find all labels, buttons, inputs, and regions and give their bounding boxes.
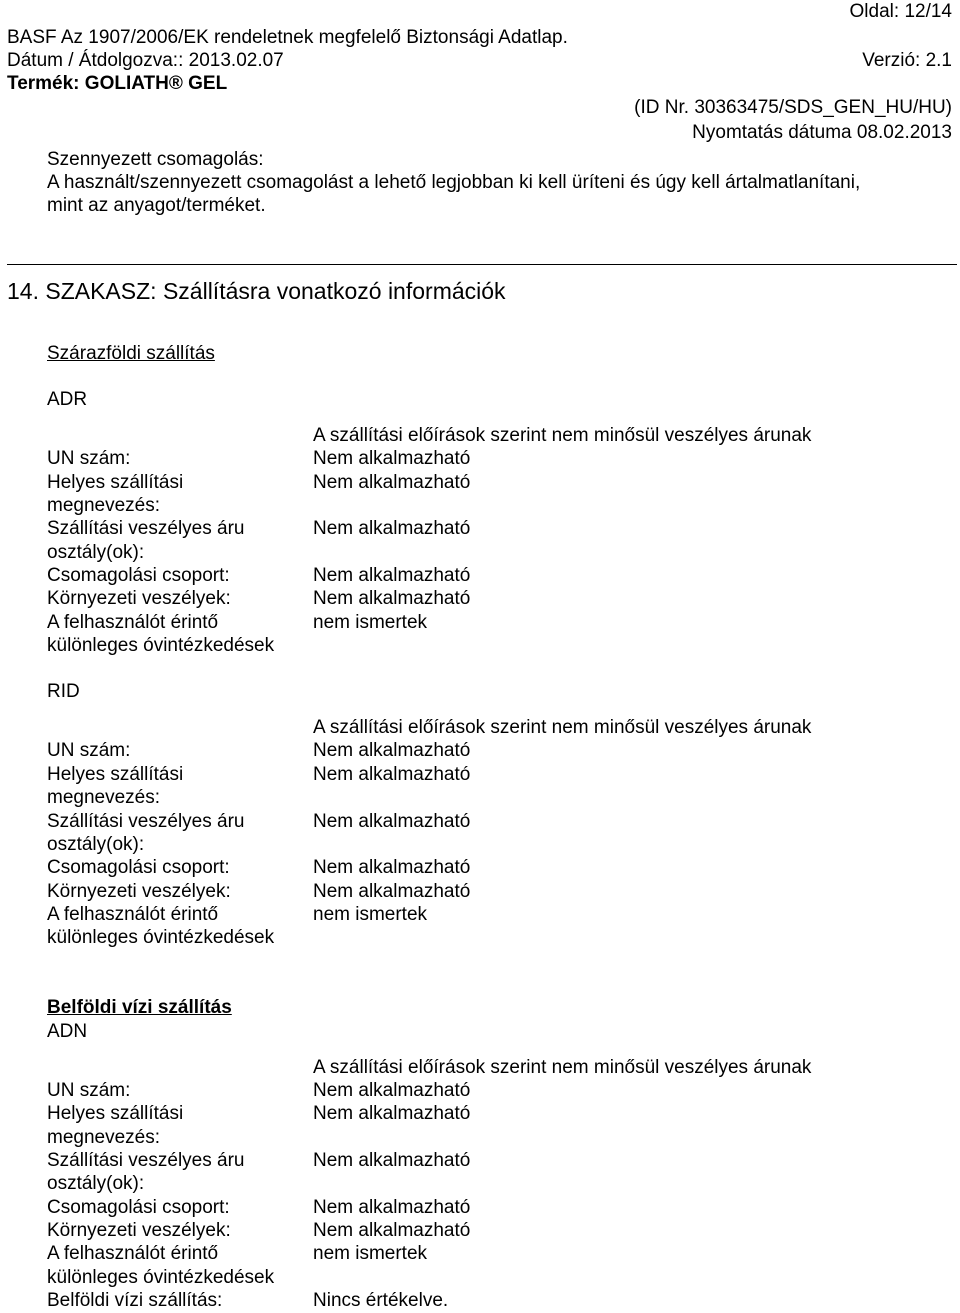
shipping-name-label-cont: megnevezés: [47,787,161,808]
hazard-class-label: Szállítási veszélyes áru [47,1150,245,1171]
un-value: Nem alkalmazható [313,740,471,761]
version: Verzió: 2.1 [862,50,952,71]
hazard-class-label-cont: osztály(ok): [47,1173,145,1194]
block-intro: A szállítási előírások szerint nem minősül veszélyes árunak [313,425,812,446]
inland-waterway-label: Belföldi vízi szállítás: [47,1290,223,1311]
hazard-class-label-cont: osztály(ok): [47,542,145,563]
document-id: (ID Nr. 30363475/SDS_GEN_HU/HU) [634,97,952,118]
un-label: UN szám: [47,448,131,469]
special-precautions-value: nem ismertek [313,1243,428,1264]
un-label: UN szám: [47,740,131,761]
packing-group-label: Csomagolási csoport: [47,857,230,878]
shipping-name-value: Nem alkalmazható [313,764,471,785]
shipping-name-label: Helyes szállítási [47,764,184,785]
page-number: Oldal: 12/14 [849,1,952,22]
hazard-class-label-cont: osztály(ok): [47,834,145,855]
hazard-class-value: Nem alkalmazható [313,518,471,539]
inland-waterway-value: Nincs értékelve. [313,1290,449,1311]
land-transport-title: Szárazföldi szállítás [47,343,215,364]
shipping-name-value: Nem alkalmazható [313,472,471,493]
contaminated-line1: A használt/szennyezett csomagolást a lehető legjobban ki kell üríteni és úgy kell ártalmatlanítani, [47,172,861,193]
block-name: RID [47,681,80,702]
packing-group-label: Csomagolási csoport: [47,1197,230,1218]
revision-date: Dátum / Átdolgozva:: 2013.02.07 [7,50,284,71]
env-hazards-value: Nem alkalmazható [313,588,471,609]
special-precautions-label: A felhasználót érintő [47,1243,219,1264]
hazard-class-label: Szállítási veszélyes áru [47,518,245,539]
packing-group-value: Nem alkalmazható [313,565,471,586]
inland-transport-title: Belföldi vízi szállítás [47,997,232,1018]
section-divider [7,264,957,265]
special-precautions-label-cont: különleges óvintézkedések [47,927,275,948]
special-precautions-value: nem ismertek [313,904,428,925]
block-intro: A szállítási előírások szerint nem minősül veszélyes árunak [313,717,812,738]
packing-group-value: Nem alkalmazható [313,1197,471,1218]
print-date: Nyomtatás dátuma 08.02.2013 [692,122,952,143]
env-hazards-value: Nem alkalmazható [313,1220,471,1241]
contaminated-line2: mint az anyagot/terméket. [47,195,266,216]
contaminated-title: Szennyezett csomagolás: [47,149,264,170]
env-hazards-label: Környezeti veszélyek: [47,881,231,902]
packing-group-value: Nem alkalmazható [313,857,471,878]
shipping-name-label-cont: megnevezés: [47,1127,161,1148]
section-title: 14. SZAKASZ: Szállításra vonatkozó információk [7,278,506,304]
product-name: Termék: GOLIATH® GEL [7,73,228,94]
shipping-name-value: Nem alkalmazható [313,1103,471,1124]
un-value: Nem alkalmazható [313,448,471,469]
shipping-name-label: Helyes szállítási [47,1103,184,1124]
env-hazards-value: Nem alkalmazható [313,881,471,902]
special-precautions-label-cont: különleges óvintézkedések [47,635,275,656]
regulation-line: BASF Az 1907/2006/EK rendeletnek megfelelő Biztonsági Adatlap. [7,27,568,48]
env-hazards-label: Környezeti veszélyek: [47,588,231,609]
shipping-name-label-cont: megnevezés: [47,495,161,516]
special-precautions-label: A felhasználót érintő [47,904,219,925]
packing-group-label: Csomagolási csoport: [47,565,230,586]
shipping-name-label: Helyes szállítási [47,472,184,493]
hazard-class-value: Nem alkalmazható [313,811,471,832]
hazard-class-label: Szállítási veszélyes áru [47,811,245,832]
block-intro: A szállítási előírások szerint nem minősül veszélyes árunak [313,1057,812,1078]
special-precautions-label-cont: különleges óvintézkedések [47,1267,275,1288]
special-precautions-value: nem ismertek [313,612,428,633]
special-precautions-label: A felhasználót érintő [47,612,219,633]
block-name: ADR [47,389,88,410]
block-name: ADN [47,1021,88,1042]
un-value: Nem alkalmazható [313,1080,471,1101]
env-hazards-label: Környezeti veszélyek: [47,1220,231,1241]
un-label: UN szám: [47,1080,131,1101]
hazard-class-value: Nem alkalmazható [313,1150,471,1171]
